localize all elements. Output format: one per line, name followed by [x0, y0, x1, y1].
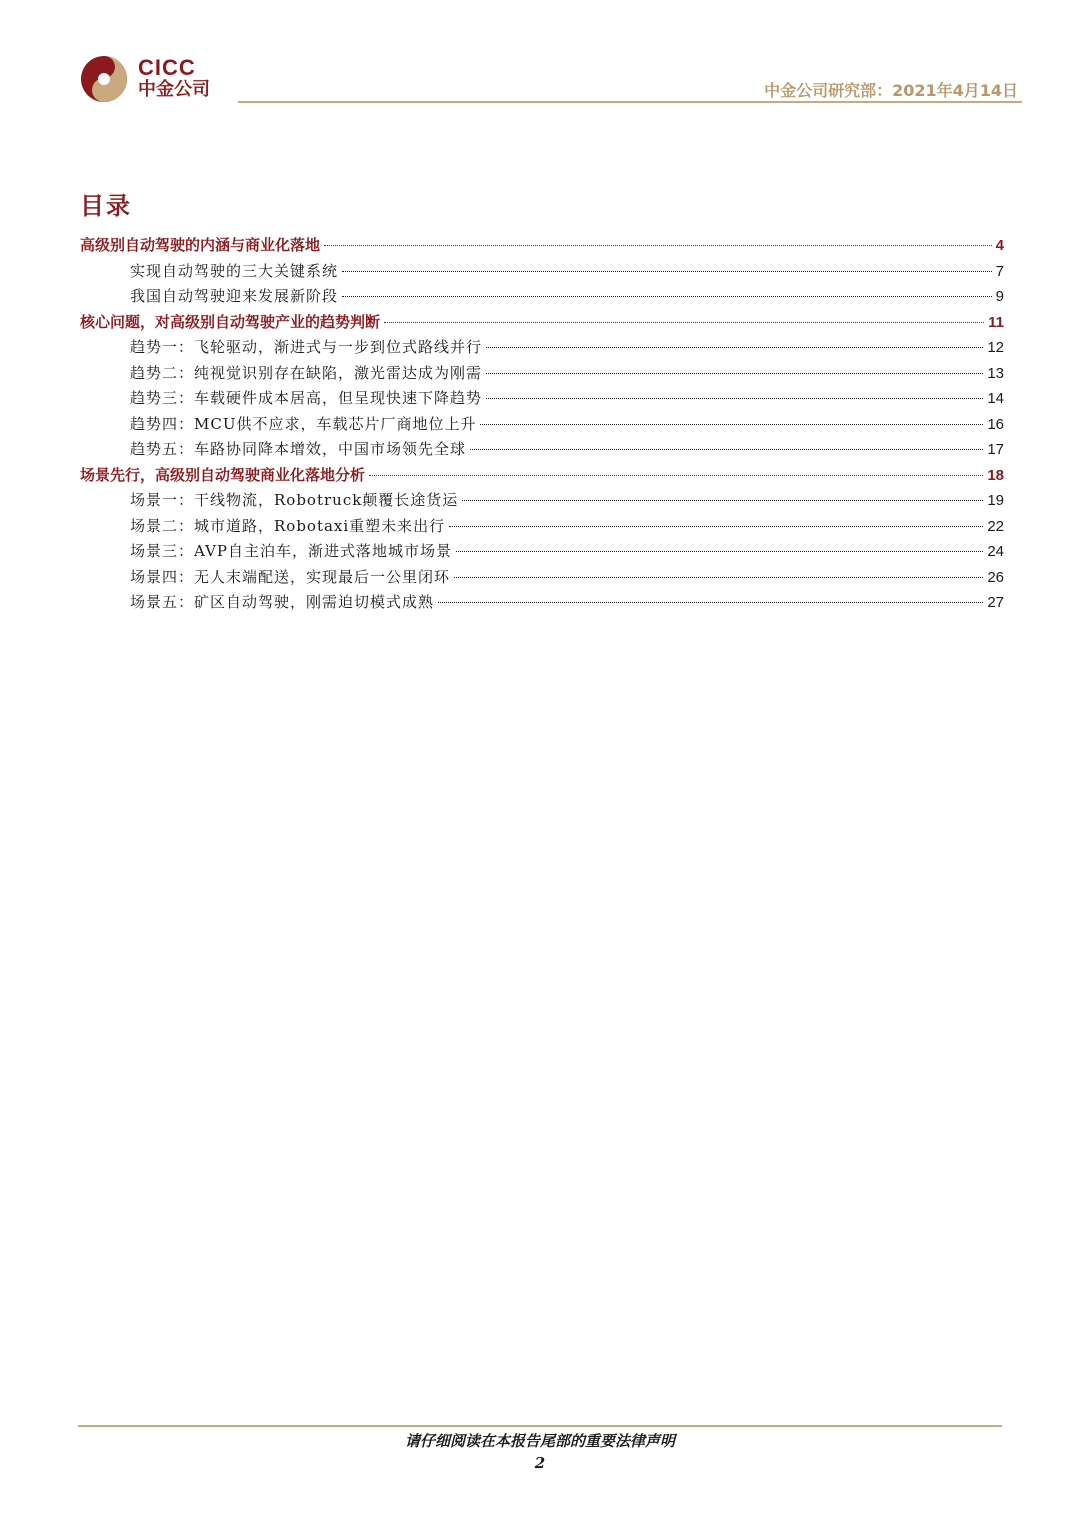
footer-divider: [78, 1425, 1002, 1427]
toc-subsection-entry[interactable]: [80, 335, 1004, 361]
toc-subsection-entry[interactable]: [80, 514, 1004, 540]
toc-entry-title: 场景一：干线物流，Robotruck颠覆长途货运: [130, 491, 459, 509]
cicc-logo-icon: [80, 55, 128, 103]
toc-section-entry[interactable]: [80, 310, 1004, 336]
toc-entry-page: 17: [987, 441, 1004, 458]
toc-entry-page: 4: [995, 237, 1004, 254]
toc-entry-title: 场景先行，高级别自动驾驶商业化落地分析: [80, 465, 366, 484]
toc-subsection-entry[interactable]: [80, 386, 1004, 412]
toc-entry-page: 14: [987, 390, 1004, 407]
toc-entry-title: 趋势一：飞轮驱动，渐进式与一步到位式路线并行: [130, 338, 483, 356]
toc-subsection-entry[interactable]: [80, 284, 1004, 310]
toc-entry-title: 趋势二：纯视觉识别存在缺陷，激光雷达成为刚需: [130, 363, 483, 382]
toc-entry-page: 12: [987, 339, 1004, 356]
toc-dot-leader: [470, 449, 983, 450]
toc-subsection-entry[interactable]: [80, 539, 1004, 565]
toc-dot-leader: [369, 475, 983, 476]
table-of-contents: [80, 233, 1004, 616]
toc-entry-page: 24: [987, 543, 1004, 560]
toc-entry-title: 趋势四：MCU供不应求，车载芯片厂商地位上升: [130, 414, 477, 433]
toc-entry-page: 9: [995, 288, 1004, 305]
toc-entry-title: 核心问题，对高级别自动驾驶产业的趋势判断: [80, 312, 381, 331]
toc-title: 目录: [80, 191, 132, 220]
toc-section-entry[interactable]: [80, 463, 1004, 489]
toc-subsection-entry[interactable]: [80, 590, 1004, 616]
toc-entry-title: 场景二：城市道路，Robotaxi重塑未来出行: [130, 516, 446, 535]
toc-entry-title: 实现自动驾驶的三大关键系统: [130, 261, 339, 280]
toc-entry-title: 趋势五：车路协同降本增效，中国市场领先全球: [130, 440, 467, 458]
toc-dot-leader: [480, 424, 983, 425]
page-number: 2: [534, 1454, 546, 1472]
header-department-date: 中金公司研究部：2021年4月14日: [764, 81, 1018, 100]
cicc-logo: [80, 55, 220, 105]
toc-dot-leader: [342, 296, 992, 297]
toc-dot-leader: [384, 322, 984, 323]
logo-chinese-text: 中金公司: [138, 79, 210, 100]
toc-entry-page: 13: [987, 364, 1004, 382]
toc-dot-leader: [438, 602, 983, 603]
toc-dot-leader: [456, 551, 983, 552]
toc-dot-leader: [454, 577, 983, 578]
toc-dot-leader: [462, 500, 983, 501]
toc-entry-page: 16: [987, 415, 1004, 433]
toc-dot-leader: [486, 373, 983, 374]
toc-subsection-entry[interactable]: [80, 437, 1004, 463]
toc-entry-title: 高级别自动驾驶的内涵与商业化落地: [80, 236, 321, 254]
toc-entry-title: 趋势三：车载硬件成本居高，但呈现快速下降趋势: [130, 389, 483, 407]
toc-dot-leader: [342, 271, 992, 272]
toc-subsection-entry[interactable]: [80, 565, 1004, 591]
toc-entry-page: 11: [988, 313, 1004, 331]
footer-legal-note: 请仔细阅读在本报告尾部的重要法律声明: [404, 1432, 675, 1450]
toc-entry-page: 18: [987, 466, 1004, 484]
toc-section-entry[interactable]: [80, 233, 1004, 259]
toc-dot-leader: [449, 526, 983, 527]
toc-subsection-entry[interactable]: [80, 361, 1004, 387]
logo-english-text: CICC: [138, 55, 196, 80]
toc-entry-page: 27: [987, 594, 1004, 611]
toc-entry-title: 我国自动驾驶迎来发展新阶段: [130, 287, 339, 305]
toc-entry-title: 场景五：矿区自动驾驶，刚需迫切模式成熟: [130, 593, 435, 611]
toc-entry-page: 26: [987, 568, 1004, 586]
toc-subsection-entry[interactable]: [80, 488, 1004, 514]
toc-entry-title: 场景四：无人末端配送，实现最后一公里闭环: [130, 567, 451, 586]
toc-entry-title: 场景三：AVP自主泊车，渐进式落地城市场景: [130, 542, 453, 560]
toc-subsection-entry[interactable]: [80, 412, 1004, 438]
toc-subsection-entry[interactable]: [80, 259, 1004, 285]
toc-dot-leader: [486, 347, 983, 348]
page-header: [0, 0, 1080, 110]
toc-entry-page: 7: [995, 262, 1004, 280]
toc-dot-leader: [486, 398, 983, 399]
toc-entry-page: 22: [987, 517, 1004, 535]
header-divider: [238, 101, 1022, 103]
toc-entry-page: 19: [987, 492, 1004, 509]
toc-dot-leader: [324, 245, 992, 246]
